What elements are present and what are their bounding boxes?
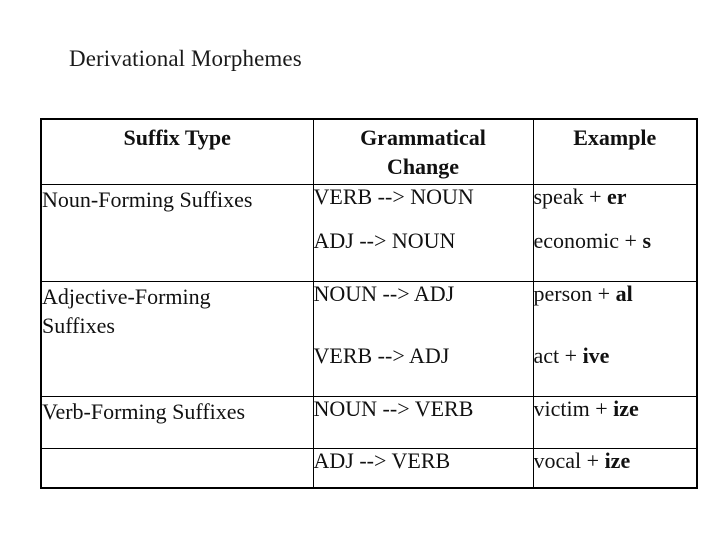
example-text <box>534 397 697 421</box>
change-cell <box>313 397 533 449</box>
category-label-line2: Suffixes <box>42 312 115 338</box>
example-base: vocal + <box>533 448 605 474</box>
change-text: VERB --> NOUN <box>313 183 474 209</box>
category-cell <box>41 397 313 449</box>
change-cell <box>313 184 533 281</box>
category-label-line1: Adjective-Forming <box>42 283 211 309</box>
category-cell <box>41 449 313 488</box>
example-suffix: s <box>642 227 651 253</box>
change-cell <box>313 449 533 488</box>
category-cell <box>41 184 313 281</box>
table-row <box>41 184 697 281</box>
example-cell <box>533 449 697 488</box>
header-grammatical-change <box>313 119 533 184</box>
category-label: Verb-Forming Suffixes <box>42 399 246 425</box>
header-example: Example <box>533 119 697 184</box>
page-title: Derivational Morphemes <box>69 46 302 71</box>
example-text <box>534 344 697 368</box>
category-cell <box>41 281 313 396</box>
example-suffix: ize <box>613 396 639 422</box>
example-cell <box>533 281 697 396</box>
example-text <box>534 282 697 306</box>
table-row <box>41 449 697 488</box>
example-suffix: ive <box>582 342 610 368</box>
table-row <box>41 281 697 396</box>
table-header-row <box>41 119 697 184</box>
example-text <box>534 449 697 473</box>
example-text <box>534 229 697 253</box>
change-text: ADJ --> NOUN <box>313 227 456 253</box>
header-grammatical-change-line2: Change <box>386 154 460 179</box>
example-base: speak + <box>533 183 607 209</box>
category-label: Noun-Forming Suffixes <box>42 186 253 212</box>
example-cell <box>533 184 697 281</box>
example-base: economic + <box>533 227 643 253</box>
change-text: NOUN --> VERB <box>313 396 474 422</box>
example-suffix: ize <box>604 448 631 474</box>
change-cell <box>313 281 533 396</box>
header-suffix-type: Suffix Type <box>41 119 313 184</box>
example-base: person + <box>533 280 616 306</box>
change-text: VERB --> ADJ <box>313 342 450 368</box>
change-text: ADJ --> VERB <box>313 448 451 474</box>
example-suffix: er <box>607 183 627 209</box>
derivational-morphemes-table <box>40 118 698 489</box>
change-text: NOUN --> ADJ <box>313 280 455 306</box>
example-cell <box>533 397 697 449</box>
example-text <box>534 185 697 209</box>
example-suffix: al <box>615 280 633 306</box>
header-grammatical-change-line1: Grammatical <box>360 125 486 150</box>
example-base: act + <box>533 342 583 368</box>
example-base: victim + <box>533 396 614 422</box>
table-row <box>41 397 697 449</box>
